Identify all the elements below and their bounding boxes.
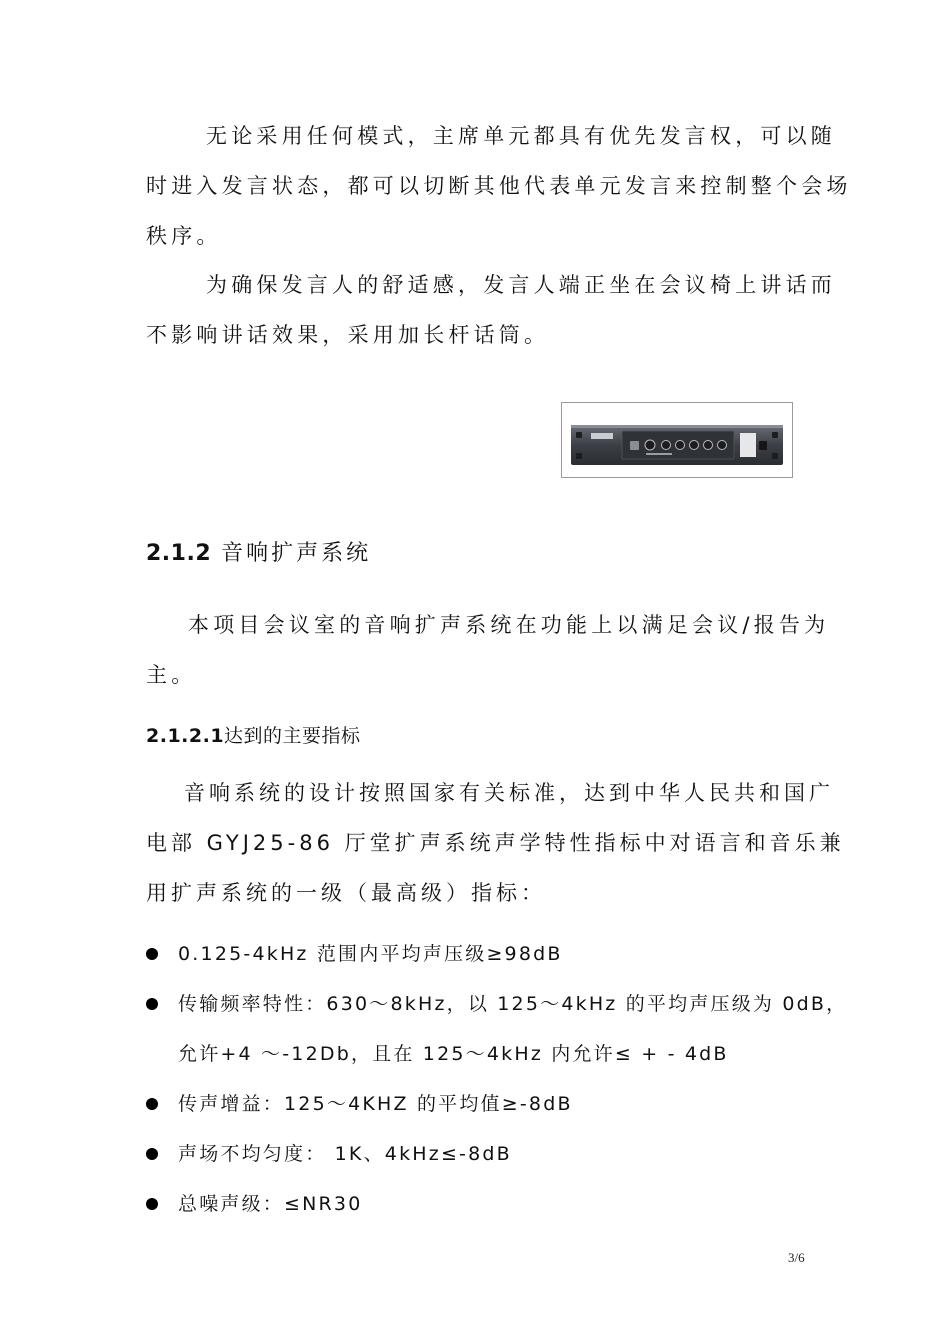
subsection-heading xyxy=(146,721,361,748)
page-number: 3/6 xyxy=(788,1250,805,1265)
section-title: 音响扩声系统 xyxy=(221,541,372,566)
paragraph-system-purpose: 本项目会议室的音响扩声系统在功能上以满足会议/报告为主。 xyxy=(146,613,830,687)
list-item: 传声增益：125～4KHZ 的平均值≥-8dB xyxy=(146,1079,866,1129)
section-heading xyxy=(146,536,371,567)
paragraph-standards: 音响系统的设计按照国家有关标准，达到中华人民共和国广电部 GYJ25-86 厅堂扩声系统声学特性指标中对语言和音乐兼用扩声系统的一级（最高级）指标： xyxy=(146,781,845,905)
paragraph-long-mic: 为确保发言人的舒适感，发言人端正坐在会议椅上讲话而不影响讲话效果，采用加长杆话筒。 xyxy=(146,273,836,347)
list-item: 传输频率特性：630～8kHz，以 125～4kHz 的平均声压级为 0dB，允许+4 ～-12Db，且在 125～4kHz 内允许≤ + - 4dB xyxy=(146,979,866,1079)
list-item: 声场不均匀度： 1K、4kHz≤-8dB xyxy=(146,1129,866,1179)
amplifier-photo xyxy=(561,402,793,478)
paragraph-chairman-priority: 无论采用任何模式，主席单元都具有优先发言权，可以随时进入发言状态，都可以切断其他代表单元发言来控制整个会场秩序。 xyxy=(146,124,852,248)
list-item: 0.125-4kHz 范围内平均声压级≥98dB xyxy=(146,929,866,979)
spec-list xyxy=(146,929,866,1229)
section-number: 2.1.2 xyxy=(146,541,212,566)
subsection-title: 达到的主要指标 xyxy=(224,725,361,747)
subsection-number: 2.1.2.1 xyxy=(146,725,225,747)
amplifier-device-icon xyxy=(562,403,792,477)
list-item: 总噪声级：≤NR30 xyxy=(146,1179,866,1229)
